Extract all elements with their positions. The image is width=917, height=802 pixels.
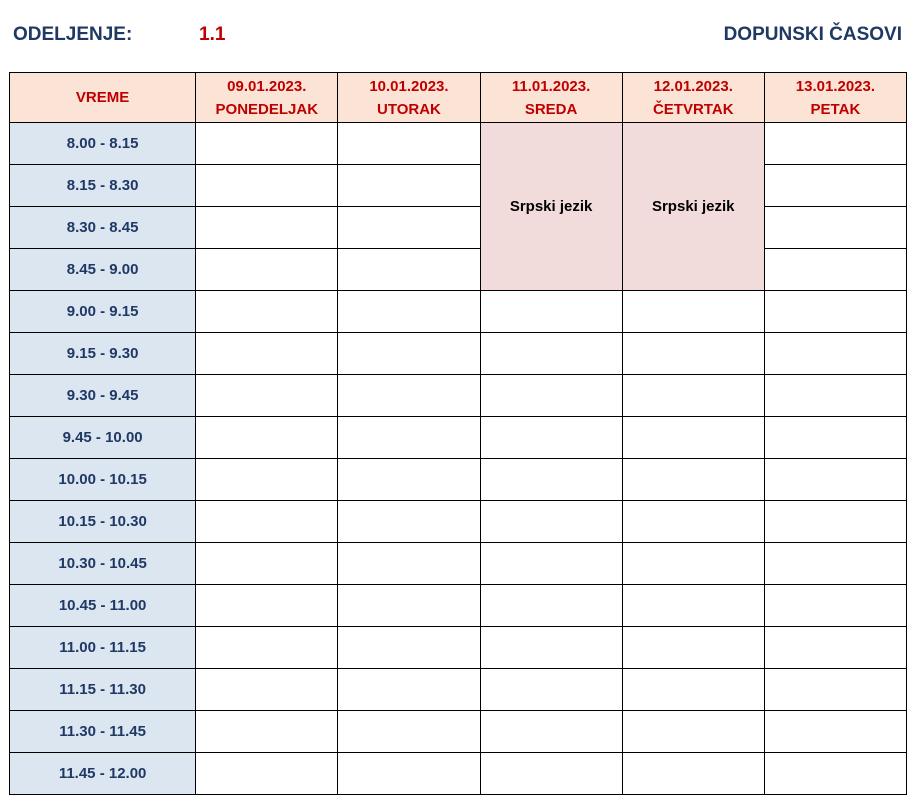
empty-slot [338, 417, 480, 459]
empty-slot [622, 417, 764, 459]
empty-slot [480, 543, 622, 585]
empty-slot [622, 585, 764, 627]
empty-slot [480, 585, 622, 627]
empty-slot [338, 753, 480, 795]
empty-slot [338, 669, 480, 711]
time-slot-label: 10.30 - 10.45 [10, 543, 196, 585]
empty-slot [480, 753, 622, 795]
time-slot-label: 11.00 - 11.15 [10, 627, 196, 669]
day-name: PONEDELJAK [215, 100, 319, 118]
time-slot-label: 11.45 - 12.00 [10, 753, 196, 795]
empty-slot [196, 669, 338, 711]
day-header-thursday [622, 73, 764, 123]
schedule-table [9, 72, 907, 795]
empty-slot [480, 417, 622, 459]
schedule-row [10, 333, 907, 375]
schedule-title: DOPUNSKI ČASOVI [723, 24, 902, 45]
schedule-row [10, 711, 907, 753]
time-slot-label: 9.15 - 9.30 [10, 333, 196, 375]
empty-slot [196, 165, 338, 207]
empty-slot [764, 711, 906, 753]
department-label: ODELJENJE: [13, 24, 133, 45]
schedule-row [10, 669, 907, 711]
empty-slot [196, 711, 338, 753]
time-slot-label: 8.45 - 9.00 [10, 249, 196, 291]
empty-slot [622, 627, 764, 669]
empty-slot [764, 375, 906, 417]
schedule-body [10, 123, 907, 795]
schedule-row [10, 501, 907, 543]
empty-slot [338, 249, 480, 291]
schedule-row [10, 753, 907, 795]
schedule-row [10, 123, 907, 165]
empty-slot [196, 123, 338, 165]
empty-slot [338, 459, 480, 501]
day-date: 11.01.2023. [511, 77, 591, 95]
time-slot-label: 8.00 - 8.15 [10, 123, 196, 165]
empty-slot [764, 543, 906, 585]
empty-slot [480, 669, 622, 711]
empty-slot [764, 459, 906, 501]
schedule-row [10, 585, 907, 627]
time-slot-label: 9.45 - 10.00 [10, 417, 196, 459]
empty-slot [338, 627, 480, 669]
empty-slot [764, 291, 906, 333]
time-column-header: VREME [10, 73, 196, 123]
time-slot-label: 11.15 - 11.30 [10, 669, 196, 711]
schedule-row [10, 207, 907, 249]
empty-slot [622, 753, 764, 795]
empty-slot [196, 249, 338, 291]
empty-slot [764, 207, 906, 249]
time-slot-label: 10.00 - 10.15 [10, 459, 196, 501]
schedule-row [10, 375, 907, 417]
empty-slot [764, 417, 906, 459]
day-header-wednesday [480, 73, 622, 123]
empty-slot [338, 711, 480, 753]
empty-slot [196, 375, 338, 417]
empty-slot [764, 501, 906, 543]
empty-slot [338, 165, 480, 207]
time-slot-label: 11.30 - 11.45 [10, 711, 196, 753]
day-date: 10.01.2023. [369, 77, 449, 95]
day-header-tuesday [338, 73, 480, 123]
empty-slot [338, 585, 480, 627]
empty-slot [764, 753, 906, 795]
empty-slot [196, 459, 338, 501]
schedule-row [10, 459, 907, 501]
day-name: SREDA [524, 100, 578, 118]
empty-slot [338, 375, 480, 417]
time-slot-label: 9.30 - 9.45 [10, 375, 196, 417]
empty-slot [196, 753, 338, 795]
empty-slot [480, 291, 622, 333]
time-slot-label: 10.45 - 11.00 [10, 585, 196, 627]
empty-slot [196, 417, 338, 459]
empty-slot [622, 291, 764, 333]
lesson-entry: Srpski jezik [480, 123, 622, 291]
department-value: 1.1 [199, 24, 226, 45]
empty-slot [196, 207, 338, 249]
day-header-friday [764, 73, 906, 123]
empty-slot [622, 543, 764, 585]
schedule-row [10, 627, 907, 669]
empty-slot [338, 291, 480, 333]
empty-slot [480, 375, 622, 417]
day-date: 09.01.2023. [227, 77, 307, 95]
empty-slot [622, 669, 764, 711]
empty-slot [764, 585, 906, 627]
day-name: UTORAK [376, 100, 441, 118]
day-name: PETAK [810, 100, 861, 118]
empty-slot [196, 585, 338, 627]
empty-slot [622, 711, 764, 753]
empty-slot [480, 501, 622, 543]
empty-slot [338, 501, 480, 543]
day-date: 12.01.2023. [653, 77, 733, 95]
empty-slot [196, 501, 338, 543]
time-slot-label: 8.15 - 8.30 [10, 165, 196, 207]
lesson-entry: Srpski jezik [622, 123, 764, 291]
empty-slot [338, 333, 480, 375]
empty-slot [622, 375, 764, 417]
empty-slot [196, 543, 338, 585]
empty-slot [338, 207, 480, 249]
empty-slot [764, 123, 906, 165]
schedule-row [10, 291, 907, 333]
empty-slot [622, 501, 764, 543]
empty-slot [196, 291, 338, 333]
time-slot-label: 8.30 - 8.45 [10, 207, 196, 249]
empty-slot [196, 627, 338, 669]
empty-slot [764, 333, 906, 375]
schedule-row [10, 543, 907, 585]
day-date: 13.01.2023. [795, 77, 876, 95]
empty-slot [764, 165, 906, 207]
empty-slot [622, 459, 764, 501]
schedule-row [10, 417, 907, 459]
empty-slot [196, 333, 338, 375]
empty-slot [622, 333, 764, 375]
schedule-row [10, 165, 907, 207]
empty-slot [480, 711, 622, 753]
empty-slot [480, 627, 622, 669]
schedule-row [10, 249, 907, 291]
empty-slot [480, 459, 622, 501]
header-row [10, 73, 907, 123]
empty-slot [764, 627, 906, 669]
empty-slot [480, 333, 622, 375]
empty-slot [764, 249, 906, 291]
empty-slot [338, 543, 480, 585]
empty-slot [338, 123, 480, 165]
time-slot-label: 9.00 - 9.15 [10, 291, 196, 333]
empty-slot [764, 669, 906, 711]
day-header-monday [196, 73, 338, 123]
day-name: ČETVRTAK [652, 100, 734, 118]
time-slot-label: 10.15 - 10.30 [10, 501, 196, 543]
